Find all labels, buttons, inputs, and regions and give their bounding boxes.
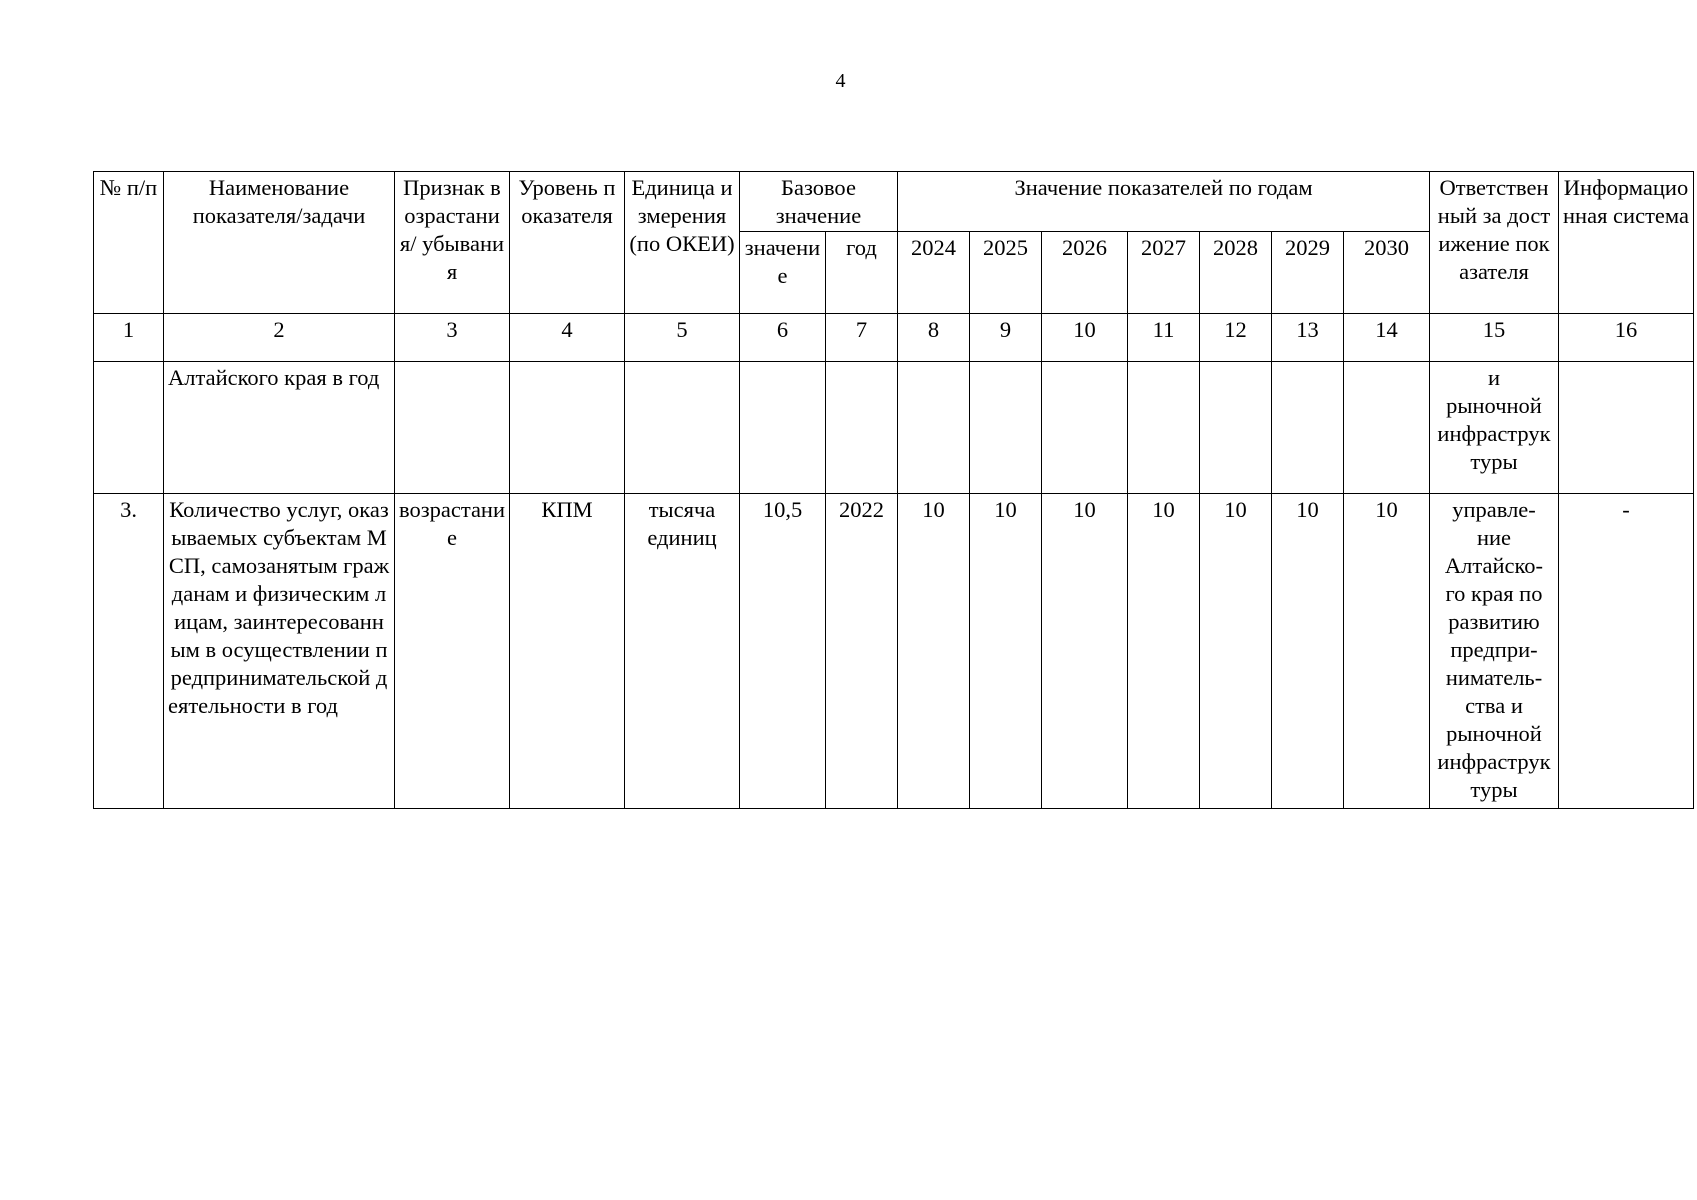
row-value-2026: 10: [1042, 494, 1128, 809]
header-values-by-year: Значение показателей по годам: [898, 172, 1430, 232]
row-unit: тысяча единиц: [625, 494, 740, 809]
column-number: 1: [94, 314, 164, 362]
row-no: 3.: [94, 494, 164, 809]
header-year-2030: 2030: [1344, 232, 1430, 314]
row-info-system: [1559, 362, 1694, 494]
row-value-2025: [970, 362, 1042, 494]
header-base: Базовое значение: [740, 172, 898, 232]
row-base-year: 2022: [826, 494, 898, 809]
row-base-year: [826, 362, 898, 494]
column-numbers-row: [94, 314, 1694, 362]
column-number: 12: [1200, 314, 1272, 362]
row-value-2030: 10: [1344, 494, 1430, 809]
row-sign: [395, 362, 510, 494]
column-number: 7: [826, 314, 898, 362]
header-level: Уровень показателя: [510, 172, 625, 314]
row-name: Алтайского края в год: [164, 362, 395, 494]
header-unit: Единица измерения (по ОКЕИ): [625, 172, 740, 314]
header-year-2029: 2029: [1272, 232, 1344, 314]
row-base-value: [740, 362, 826, 494]
row-value-2028: [1200, 362, 1272, 494]
row-value-2030: [1344, 362, 1430, 494]
column-number: 6: [740, 314, 826, 362]
row-sign: возрастание: [395, 494, 510, 809]
column-number: 15: [1430, 314, 1559, 362]
column-number: 10: [1042, 314, 1128, 362]
column-number: 14: [1344, 314, 1430, 362]
table-row: [94, 494, 1694, 809]
header-year-2024: 2024: [898, 232, 970, 314]
column-number: 8: [898, 314, 970, 362]
header-info-system: Информационная система: [1559, 172, 1694, 314]
header-base-value: значение: [740, 232, 826, 314]
column-number: 11: [1128, 314, 1200, 362]
row-responsible: и рыночной инфраструктуры: [1430, 362, 1559, 494]
row-value-2029: [1272, 362, 1344, 494]
row-responsible: управле- ние Алтайско- го края по развитию предпри- ниматель- ства и рыночной инфраструктуры: [1430, 494, 1559, 809]
row-value-2029: 10: [1272, 494, 1344, 809]
column-number: 4: [510, 314, 625, 362]
row-name: Количество услуг, оказываемых субъектам МСП, самозанятым гражданам и физическим лицам, заинтересованным в осуществлении предпринимательской деятельности в год: [164, 494, 395, 809]
column-number: 3: [395, 314, 510, 362]
row-level: [510, 362, 625, 494]
header-row: [94, 172, 1694, 232]
indicators-table: [93, 171, 1694, 809]
row-value-2025: 10: [970, 494, 1042, 809]
header-base-year: год: [826, 232, 898, 314]
row-info-system: -: [1559, 494, 1694, 809]
header-sign: Признак возрастания/ убывания: [395, 172, 510, 314]
row-value-2024: [898, 362, 970, 494]
column-number: 2: [164, 314, 395, 362]
header-name: Наименование показателя/задачи: [164, 172, 395, 314]
column-number: 5: [625, 314, 740, 362]
row-level: КПМ: [510, 494, 625, 809]
header-year-2025: 2025: [970, 232, 1042, 314]
page-number: 4: [835, 70, 846, 92]
row-unit: [625, 362, 740, 494]
row-value-2027: 10: [1128, 494, 1200, 809]
header-year-2027: 2027: [1128, 232, 1200, 314]
column-number: 16: [1559, 314, 1694, 362]
row-no: [94, 362, 164, 494]
row-value-2027: [1128, 362, 1200, 494]
column-number: 13: [1272, 314, 1344, 362]
row-value-2028: 10: [1200, 494, 1272, 809]
header-year-2028: 2028: [1200, 232, 1272, 314]
header-responsible: Ответственный за достижение показателя: [1430, 172, 1559, 314]
row-value-2024: 10: [898, 494, 970, 809]
row-value-2026: [1042, 362, 1128, 494]
table-row: [94, 362, 1694, 494]
header-no: № п/п: [94, 172, 164, 314]
header-year-2026: 2026: [1042, 232, 1128, 314]
column-number: 9: [970, 314, 1042, 362]
row-base-value: 10,5: [740, 494, 826, 809]
